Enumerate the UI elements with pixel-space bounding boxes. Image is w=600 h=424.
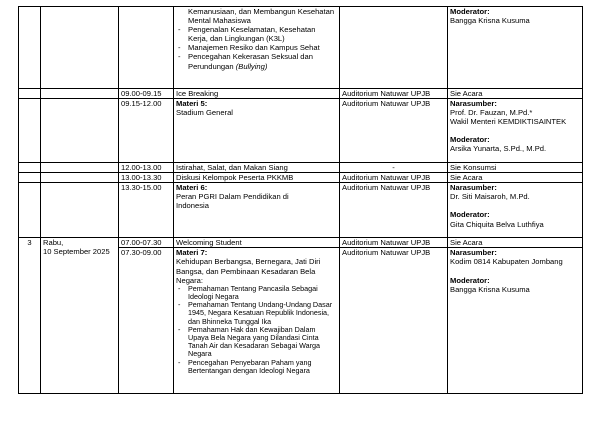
narasumber-label: Narasumber:	[450, 99, 497, 109]
speaker-cell	[448, 183, 583, 238]
time-cell: 13.00-13.30	[119, 173, 174, 183]
time-cell: 12.00-13.00	[119, 163, 174, 173]
table-row	[19, 89, 583, 99]
speaker-cell: Sie Konsumsi	[448, 163, 583, 173]
speaker-cell	[448, 99, 583, 163]
table-row	[19, 173, 583, 183]
no-cell	[19, 99, 41, 163]
moderator-name: Gita Chiquita Belva Luthfiya	[450, 219, 544, 229]
narasumber-name: Prof. Dr. Fauzan, M.Pd.*	[450, 108, 533, 118]
table-row	[19, 163, 583, 173]
activity-item: - Pemahaman Hak dan Kewajiban Dalam Upaya Bela Negara yang Dilandasi Cinta Tanah Air dan Kesadaran Sebagai Warga Negara	[176, 326, 337, 359]
venue-cell: Auditorium Natuwar UPJB	[340, 248, 448, 394]
time-cell: 09.00-09.15	[119, 89, 174, 99]
narasumber-name: Dr. Siti Maisaroh, M.Pd.	[450, 192, 530, 202]
activity-cell	[174, 248, 340, 394]
table-row	[19, 238, 583, 248]
day-cell	[41, 238, 119, 394]
narasumber-name: Kodim 0814 Kabupaten Jombang	[450, 257, 563, 267]
activity-cell: Istirahat, Salat, dan Makan Siang	[174, 163, 340, 173]
no-cell	[19, 183, 41, 238]
moderator-label: Moderator:	[450, 135, 490, 145]
day-name: Rabu,	[43, 238, 64, 248]
time-cell: 07.30-09.00	[119, 248, 174, 394]
activity-item: - Pencegahan Penyebaran Paham yang Bertentangan dengan Ideologi Negara	[176, 359, 337, 375]
venue-cell: Auditorium Natuwar UPJB	[340, 99, 448, 163]
day-cell	[41, 99, 119, 163]
schedule-table	[18, 6, 583, 394]
activity-cell: Diskusi Kelompok Peserta PKKMB	[174, 173, 340, 183]
moderator-name: Bangga Krisna Kusuma	[450, 284, 530, 294]
speaker-cell: Sie Acara	[448, 173, 583, 183]
moderator-label: Moderator:	[450, 210, 490, 220]
moderator-name: Arsika Yunarta, S.Pd., M.Pd.	[450, 144, 547, 154]
day-cell	[41, 163, 119, 173]
venue-cell: Auditorium Natuwar UPJB	[340, 89, 448, 99]
day-cell	[41, 183, 119, 238]
materi-title: Materi 7:	[176, 248, 208, 258]
speaker-cell	[448, 248, 583, 394]
activity-cell: Welcoming Student	[174, 238, 340, 248]
narasumber-position: Wakil Menteri KEMDIKTISAINTEK	[450, 117, 567, 127]
activity-cell	[174, 99, 340, 163]
materi-name: Kehidupan Berbangsa, Bernegara, Jati Diri Bangsa, dan Pembinaan Kesadaran Bela Negara:	[176, 257, 321, 285]
venue-cell	[340, 7, 448, 89]
table-row	[19, 183, 583, 238]
speaker-cell	[448, 7, 583, 89]
activity-item: - Pencegahan Kekerasan Seksual dan Perundungan (Bullying)	[176, 52, 337, 70]
materi-name: Peran PGRI Dalam Pendidikan di Indonesia	[176, 192, 289, 211]
day-cell	[41, 7, 119, 89]
no-cell	[19, 89, 41, 99]
time-cell: 13.30-15.00	[119, 183, 174, 238]
table-row	[19, 7, 583, 89]
activity-item: - Pengenalan Keselamatan, Kesehatan Kerja, dan Lingkungan (K3L)	[176, 25, 337, 43]
materi-name: Stadium General	[176, 108, 233, 118]
activity-item: - Pemahaman Tentang Pancasila Sebagai Ideologi Negara	[176, 285, 337, 301]
venue-cell: Auditorium Natuwar UPJB	[340, 183, 448, 238]
day-cell	[41, 173, 119, 183]
day-cell	[41, 89, 119, 99]
moderator-label: Moderator:	[450, 7, 490, 16]
no-cell	[19, 173, 41, 183]
no-cell	[19, 163, 41, 173]
narasumber-label: Narasumber:	[450, 248, 497, 258]
time-cell: 07.00-07.30	[119, 238, 174, 248]
moderator-name: Bangga Krisna Kusuma	[450, 16, 530, 26]
activity-cell: Ice Breaking	[174, 89, 340, 99]
activity-item: - Manajemen Resiko dan Kampus Sehat	[176, 43, 337, 52]
narasumber-label: Narasumber:	[450, 183, 497, 193]
activity-item: - Pemahaman Tentang Undang-Undang Dasar 1945, Negara Kesatuan Republik Indonesia, dan Bhinneka Tunggal Ika	[176, 301, 337, 326]
materi-title: Materi 5:	[176, 99, 208, 109]
table-row	[19, 99, 583, 163]
no-cell: 3	[19, 238, 41, 394]
speaker-cell: Sie Acara	[448, 89, 583, 99]
venue-cell: Auditorium Natuwar UPJB	[340, 173, 448, 183]
time-cell: 09.15-12.00	[119, 99, 174, 163]
speaker-cell: Sie Acara	[448, 238, 583, 248]
time-cell	[119, 7, 174, 89]
venue-cell: -	[340, 163, 448, 173]
activity-cell	[174, 183, 340, 238]
activity-item: Kemanusiaan, dan Membangun Kesehatan Mental Mahasiswa	[188, 7, 335, 26]
no-cell	[19, 7, 41, 89]
activity-cell	[174, 7, 340, 89]
day-date: 10 September 2025	[43, 247, 110, 257]
venue-cell: Auditorium Natuwar UPJB	[340, 238, 448, 248]
materi-title: Materi 6:	[176, 183, 208, 193]
moderator-label: Moderator:	[450, 275, 490, 285]
